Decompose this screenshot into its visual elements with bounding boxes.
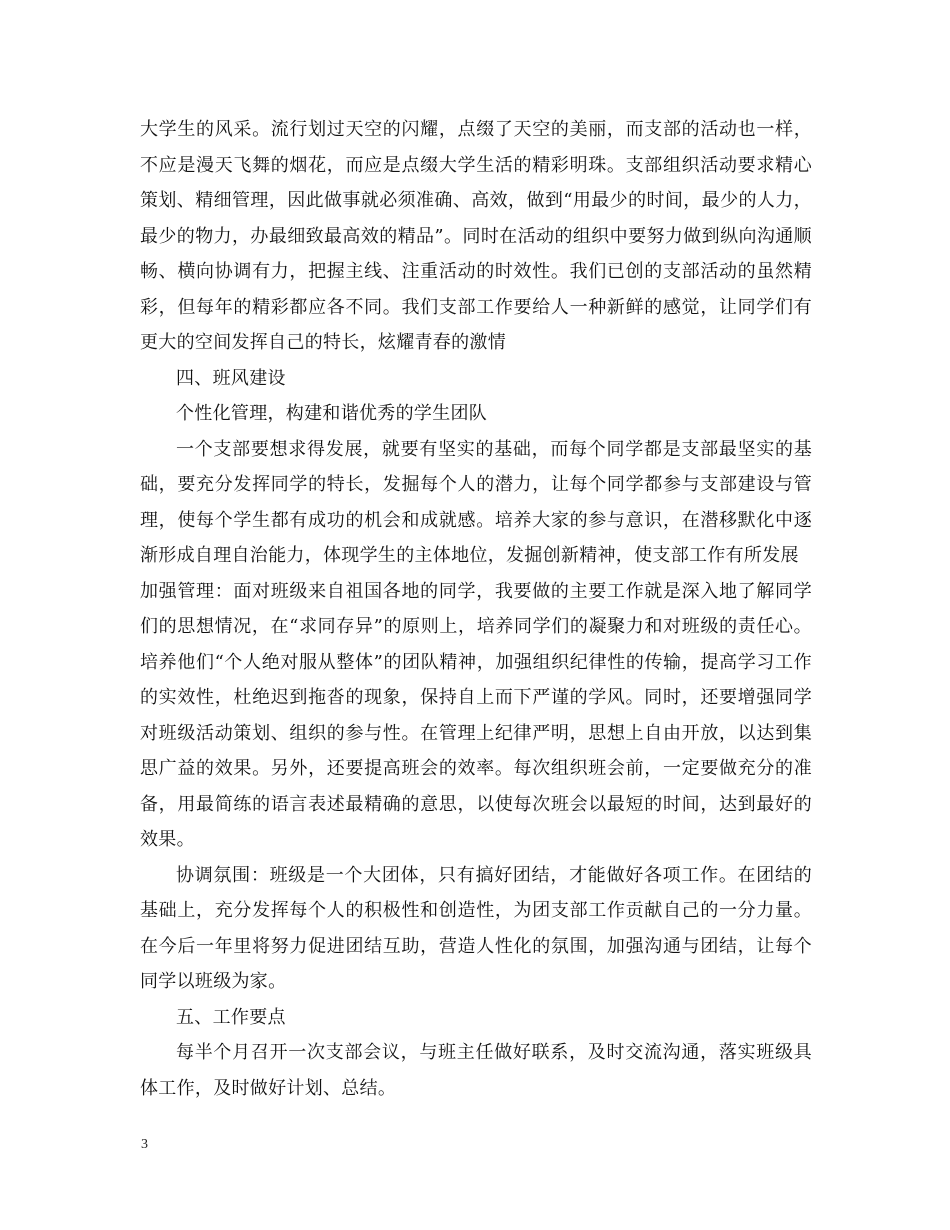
page-number: 3 — [141, 1137, 148, 1152]
section-heading-work-points: 五、工作要点 — [176, 1006, 286, 1028]
document-body — [140, 112, 812, 1106]
paragraph-coordinate-atmosphere: 协调氛围：班级是一个大团体，只有搞好团结，才能做好各项工作。在团结的基础上，充分发挥每个人的积极性和创造性，为团支部工作贡献自己的一分力量。在今后一年里将努力促进团结互助，营造人性化的氛围，加强沟通与团结，让每个同学以班级为家。 — [140, 864, 812, 992]
paragraph-meetings: 每半个月召开一次支部会议，与班主任做好联系，及时交流沟通，落实班级具体工作，及时做好计划、总结。 — [140, 1042, 812, 1099]
paragraph-continuation: 大学生的风采。流行划过天空的闪耀，点缀了天空的美丽，而支部的活动也一样，不应是漫天飞舞的烟花，而应是点缀大学生活的精彩明珠。支部组织活动要求精心策划、精细管理，因此做事就必须准确、高效，做到“用最少的时间，最少的人力，最少的物力，办最细致最高效的精品”。同时在活动的组织中要努力做到纵向沟通顺畅、横向协调有力，把握主线、注重活动的时效性。我们已创的支部活动的虽然精彩，但每年的精彩都应各不同。我们支部工作要给人一种新鲜的感觉，让同学们有更大的空间发挥自己的特长，炫耀青春的激情 — [140, 119, 812, 353]
paragraph-foundation: 一个支部要想求得发展，就要有坚实的基础，而每个同学都是支部最坚实的基础，要充分发挥同学的特长，发掘每个人的潜力，让每个同学都参与支部建设与管理，使每个学生都有成功的机会和成就感。培养大家的参与意识，在潜移默化中逐渐形成自理自治能力，体现学生的主体地位，发掘创新精神，使支部工作有所发展 — [140, 438, 812, 566]
subheading-personalized-management: 个性化管理，构建和谐优秀的学生团队 — [176, 403, 488, 424]
paragraph-strengthen-management: 加强管理：面对班级来自祖国各地的同学，我要做的主要工作就是深入地了解同学们的思想情况，在“求同存异”的原则上，培养同学们的凝聚力和对班级的责任心。培养他们“个人绝对服从整体”的团队精神，加强组织纪律性的传输，提高学习工作的实效性，杜绝迟到拖沓的现象，保持自上而下严谨的学风。同时，还要增强同学对班级活动策划、组织的参与性。在管理上纪律严明，思想上自由开放，以达到集思广益的效果。另外，还要提高班会的效率。每次组织班会前，一定要做充分的准备，用最简练的语言表述最精确的意思，以使每次班会以最短的时间，达到最好的效果。 — [140, 580, 812, 850]
section-heading-class-style: 四、班风建设 — [176, 367, 286, 389]
